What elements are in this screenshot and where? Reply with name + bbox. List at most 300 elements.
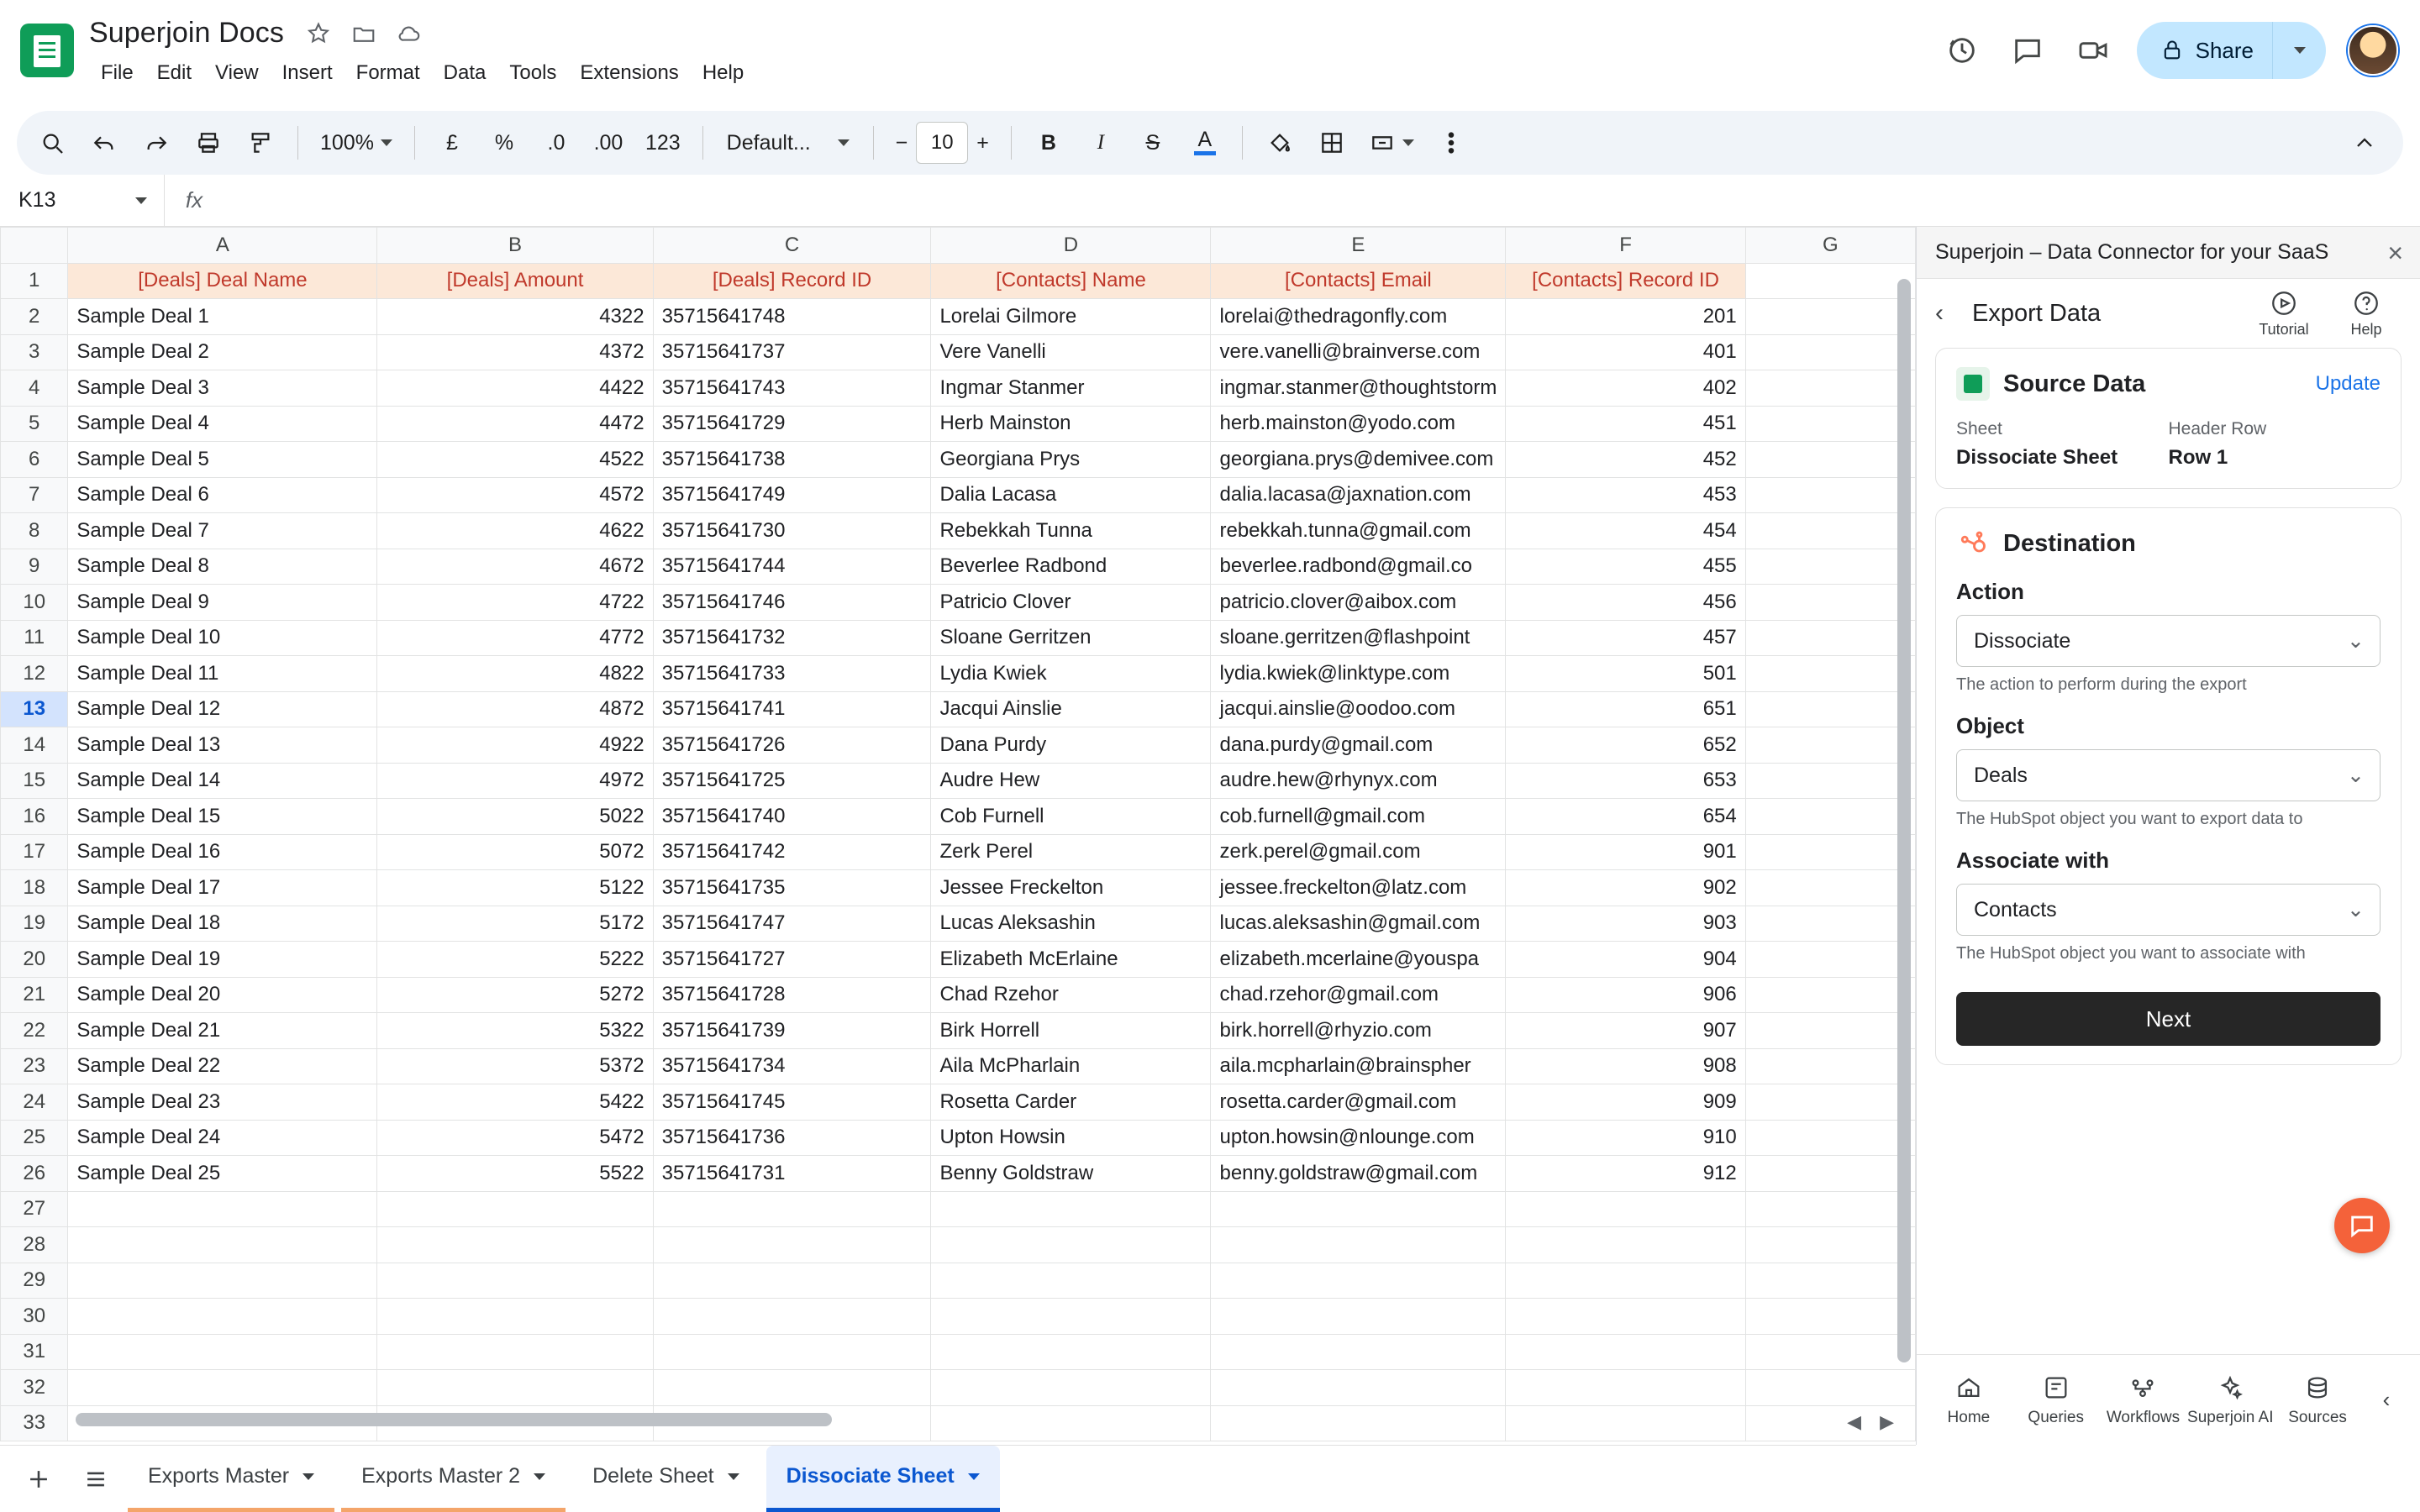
cell[interactable]: jessee.freckelton@latz.com — [1211, 870, 1506, 906]
cell[interactable]: vere.vanelli@brainverse.com — [1211, 334, 1506, 370]
cell[interactable]: 457 — [1506, 620, 1745, 656]
cell[interactable]: 906 — [1506, 977, 1745, 1013]
decrease-font-size-button[interactable]: − — [895, 130, 908, 155]
cell[interactable]: patricio.clover@aibox.com — [1211, 585, 1506, 621]
row-header[interactable]: 20 — [1, 942, 68, 978]
table-row[interactable] — [1, 620, 1916, 656]
cell[interactable] — [653, 1299, 931, 1335]
cell[interactable]: Sample Deal 19 — [68, 942, 377, 978]
vertical-scrollbar[interactable] — [1897, 279, 1911, 1396]
footer-item-workflows[interactable] — [2100, 1373, 2187, 1427]
cell[interactable]: Rosetta Carder — [931, 1084, 1211, 1121]
cell[interactable] — [1506, 1227, 1745, 1263]
cell[interactable] — [377, 1191, 653, 1227]
cell[interactable]: rosetta.carder@gmail.com — [1211, 1084, 1506, 1121]
row-header[interactable]: 28 — [1, 1227, 68, 1263]
cell[interactable]: Beverlee Radbond — [931, 549, 1211, 585]
cell[interactable]: 5372 — [377, 1048, 653, 1084]
cell[interactable]: Sample Deal 14 — [68, 763, 377, 799]
cell[interactable] — [1506, 1370, 1745, 1406]
cell[interactable]: 35715641747 — [653, 906, 931, 942]
cell[interactable]: Sample Deal 1 — [68, 299, 377, 335]
print-icon[interactable] — [185, 119, 232, 166]
more-formats-button[interactable]: 123 — [644, 130, 681, 155]
tutorial-button[interactable] — [2249, 289, 2319, 339]
row-header[interactable]: 8 — [1, 513, 68, 549]
spreadsheet-grid[interactable] — [0, 227, 1916, 1445]
menu-extensions[interactable]: Extensions — [580, 61, 679, 84]
cell[interactable] — [1745, 370, 1915, 407]
share-button[interactable] — [2137, 22, 2272, 79]
meet-icon[interactable] — [2071, 29, 2115, 72]
cell[interactable] — [653, 1334, 931, 1370]
cell[interactable]: 454 — [1506, 513, 1745, 549]
cell[interactable]: jacqui.ainslie@oodoo.com — [1211, 691, 1506, 727]
redo-icon[interactable] — [133, 119, 180, 166]
cell[interactable]: 5522 — [377, 1156, 653, 1192]
cell[interactable]: Sample Deal 20 — [68, 977, 377, 1013]
cell[interactable]: 35715641732 — [653, 620, 931, 656]
cell[interactable]: 35715641738 — [653, 442, 931, 478]
cell[interactable] — [653, 1263, 931, 1299]
cell[interactable]: 5072 — [377, 834, 653, 870]
cell[interactable] — [1211, 1299, 1506, 1335]
cell[interactable]: 4922 — [377, 727, 653, 764]
cell[interactable]: lucas.aleksashin@gmail.com — [1211, 906, 1506, 942]
chevron-down-icon[interactable] — [534, 1473, 545, 1480]
fill-color-icon[interactable] — [1256, 119, 1303, 166]
cell[interactable] — [377, 1370, 653, 1406]
cell[interactable]: 35715641749 — [653, 477, 931, 513]
cell[interactable]: chad.rzehor@gmail.com — [1211, 977, 1506, 1013]
cell[interactable] — [1211, 1370, 1506, 1406]
table-row[interactable] — [1, 299, 1916, 335]
cell[interactable] — [1745, 656, 1915, 692]
cell[interactable] — [68, 1299, 377, 1335]
cell[interactable]: Chad Rzehor — [931, 977, 1211, 1013]
cell[interactable]: 4372 — [377, 334, 653, 370]
cell[interactable]: 35715641726 — [653, 727, 931, 764]
table-row[interactable] — [1, 799, 1916, 835]
cell[interactable]: audre.hew@rhynyx.com — [1211, 763, 1506, 799]
cell[interactable] — [1506, 1334, 1745, 1370]
table-row[interactable] — [1, 870, 1916, 906]
cell[interactable] — [931, 1334, 1211, 1370]
cell[interactable]: 908 — [1506, 1048, 1745, 1084]
cell[interactable]: 4322 — [377, 299, 653, 335]
cell[interactable] — [68, 1227, 377, 1263]
cell[interactable]: 4722 — [377, 585, 653, 621]
column-header-b[interactable]: B — [377, 228, 653, 264]
cell[interactable] — [68, 1334, 377, 1370]
avatar[interactable] — [2348, 25, 2398, 76]
cell[interactable]: lydia.kwiek@linktype.com — [1211, 656, 1506, 692]
associate-with-select[interactable] — [1956, 884, 2381, 936]
cell[interactable] — [1745, 1334, 1915, 1370]
cell[interactable]: Elizabeth McErlaine — [931, 942, 1211, 978]
font-size-stepper[interactable] — [887, 119, 997, 166]
cell[interactable]: zerk.perel@gmail.com — [1211, 834, 1506, 870]
cell[interactable] — [653, 1370, 931, 1406]
row-header[interactable]: 27 — [1, 1191, 68, 1227]
row-header[interactable]: 10 — [1, 585, 68, 621]
table-row[interactable] — [1, 334, 1916, 370]
table-row[interactable] — [1, 1263, 1916, 1299]
cell[interactable] — [1745, 691, 1915, 727]
row-header[interactable]: 13 — [1, 691, 68, 727]
table-row[interactable] — [1, 1120, 1916, 1156]
cell[interactable]: 35715641741 — [653, 691, 931, 727]
scroll-right-icon[interactable]: ▶ — [1880, 1411, 1894, 1432]
chevron-down-icon[interactable] — [728, 1473, 739, 1480]
cell[interactable]: Sample Deal 24 — [68, 1120, 377, 1156]
cell[interactable]: Sample Deal 4 — [68, 406, 377, 442]
cell[interactable] — [1745, 1370, 1915, 1406]
cell[interactable]: 35715641740 — [653, 799, 931, 835]
scrollbar-thumb[interactable] — [76, 1413, 832, 1426]
decrease-decimal-button[interactable]: .0 — [547, 130, 566, 155]
cell[interactable] — [68, 1370, 377, 1406]
cell[interactable]: aila.mcpharlain@brainspher — [1211, 1048, 1506, 1084]
cell[interactable] — [1745, 906, 1915, 942]
row-header[interactable]: 22 — [1, 1013, 68, 1049]
cell[interactable]: 907 — [1506, 1013, 1745, 1049]
cell[interactable]: Cob Furnell — [931, 799, 1211, 835]
cell[interactable]: Lydia Kwiek — [931, 656, 1211, 692]
row-header[interactable]: 1 — [1, 263, 68, 299]
cell[interactable]: Rebekkah Tunna — [931, 513, 1211, 549]
cell[interactable]: elizabeth.mcerlaine@youspa — [1211, 942, 1506, 978]
cell[interactable]: 5422 — [377, 1084, 653, 1121]
row-header[interactable]: 19 — [1, 906, 68, 942]
cell[interactable]: 455 — [1506, 549, 1745, 585]
bold-button[interactable]: B — [1040, 130, 1056, 155]
more-options-icon[interactable] — [1428, 119, 1475, 166]
zoom-control[interactable] — [312, 119, 401, 166]
cell[interactable] — [1745, 299, 1915, 335]
table-row[interactable] — [1, 906, 1916, 942]
cell[interactable]: Georgiana Prys — [931, 442, 1211, 478]
table-row[interactable] — [1, 585, 1916, 621]
cell[interactable] — [653, 1191, 931, 1227]
cell[interactable]: 5172 — [377, 906, 653, 942]
cell[interactable]: herb.mainston@yodo.com — [1211, 406, 1506, 442]
cell[interactable] — [1745, 1156, 1915, 1192]
cell[interactable]: Zerk Perel — [931, 834, 1211, 870]
cell[interactable] — [1211, 1263, 1506, 1299]
cell[interactable] — [1745, 1084, 1915, 1121]
cell[interactable] — [68, 1191, 377, 1227]
menu-data[interactable]: Data — [443, 61, 487, 84]
comment-icon[interactable] — [2006, 29, 2049, 72]
cell[interactable]: Jacqui Ainslie — [931, 691, 1211, 727]
cell[interactable] — [931, 1299, 1211, 1335]
cell[interactable]: 401 — [1506, 334, 1745, 370]
cell[interactable]: 35715641746 — [653, 585, 931, 621]
footer-item-queries[interactable] — [2012, 1373, 2100, 1427]
table-row[interactable] — [1, 1013, 1916, 1049]
cell[interactable]: 910 — [1506, 1120, 1745, 1156]
cell[interactable] — [1745, 727, 1915, 764]
currency-format-button[interactable]: £ — [446, 130, 458, 155]
cell[interactable]: Sample Deal 7 — [68, 513, 377, 549]
row-header[interactable]: 2 — [1, 299, 68, 335]
cell[interactable]: 35715641745 — [653, 1084, 931, 1121]
table-row[interactable] — [1, 727, 1916, 764]
increase-decimal-button[interactable]: .00 — [593, 130, 623, 155]
table-row[interactable] — [1, 1048, 1916, 1084]
increase-font-size-button[interactable]: + — [976, 130, 989, 155]
cell[interactable] — [931, 1227, 1211, 1263]
font-size-input[interactable]: 10 — [916, 122, 968, 164]
percent-format-button[interactable]: % — [494, 130, 514, 155]
cell[interactable]: 35715641744 — [653, 549, 931, 585]
scrollbar-thumb[interactable] — [1897, 279, 1911, 1362]
row-header[interactable]: 6 — [1, 442, 68, 478]
cell[interactable]: Sample Deal 3 — [68, 370, 377, 407]
cell[interactable]: Lucas Aleksashin — [931, 906, 1211, 942]
cell[interactable]: 35715641731 — [653, 1156, 931, 1192]
cell[interactable] — [1745, 942, 1915, 978]
column-header-a[interactable]: A — [68, 228, 377, 264]
row-header[interactable]: 23 — [1, 1048, 68, 1084]
undo-icon[interactable] — [81, 119, 128, 166]
cell[interactable]: Vere Vanelli — [931, 334, 1211, 370]
row-header[interactable]: 14 — [1, 727, 68, 764]
cell[interactable]: Sample Deal 9 — [68, 585, 377, 621]
scroll-arrows[interactable] — [1847, 1411, 1894, 1433]
cell[interactable]: Sample Deal 5 — [68, 442, 377, 478]
cell[interactable]: Sample Deal 12 — [68, 691, 377, 727]
cell[interactable]: dalia.lacasa@jaxnation.com — [1211, 477, 1506, 513]
cell[interactable] — [1745, 1120, 1915, 1156]
cell[interactable] — [1745, 585, 1915, 621]
table-row[interactable] — [1, 691, 1916, 727]
column-header-g[interactable]: G — [1745, 228, 1915, 264]
cell[interactable]: 4572 — [377, 477, 653, 513]
cell[interactable]: 909 — [1506, 1084, 1745, 1121]
column-header-f[interactable]: F — [1506, 228, 1745, 264]
menu-format[interactable]: Format — [355, 61, 420, 84]
table-row[interactable] — [1, 370, 1916, 407]
cell[interactable] — [1506, 1299, 1745, 1335]
cell[interactable]: 35715641728 — [653, 977, 931, 1013]
name-box[interactable] — [0, 175, 165, 227]
cell[interactable]: Sample Deal 11 — [68, 656, 377, 692]
cell[interactable]: 35715641725 — [653, 763, 931, 799]
cell[interactable]: Sample Deal 16 — [68, 834, 377, 870]
menu-tools[interactable]: Tools — [509, 61, 557, 84]
row-header[interactable]: 5 — [1, 406, 68, 442]
cell[interactable] — [377, 1334, 653, 1370]
cell[interactable]: Sloane Gerritzen — [931, 620, 1211, 656]
table-row[interactable] — [1, 549, 1916, 585]
table-row[interactable] — [1, 834, 1916, 870]
cell[interactable]: Upton Howsin — [931, 1120, 1211, 1156]
cell[interactable]: 402 — [1506, 370, 1745, 407]
cell[interactable]: Sample Deal 21 — [68, 1013, 377, 1049]
cell[interactable]: Sample Deal 2 — [68, 334, 377, 370]
cell[interactable] — [377, 1263, 653, 1299]
row-header[interactable]: 9 — [1, 549, 68, 585]
row-header[interactable]: 4 — [1, 370, 68, 407]
chevron-left-icon[interactable]: ‹ — [2382, 1387, 2391, 1412]
cell[interactable]: 35715641736 — [653, 1120, 931, 1156]
cell[interactable] — [1745, 263, 1915, 299]
cell[interactable]: Sample Deal 22 — [68, 1048, 377, 1084]
cell[interactable]: Patricio Clover — [931, 585, 1211, 621]
cell[interactable] — [1211, 1334, 1506, 1370]
cell[interactable]: 653 — [1506, 763, 1745, 799]
row-header[interactable]: 33 — [1, 1405, 68, 1441]
cell[interactable]: 4822 — [377, 656, 653, 692]
cell[interactable]: 5222 — [377, 942, 653, 978]
cell[interactable]: 903 — [1506, 906, 1745, 942]
table-row[interactable] — [1, 1334, 1916, 1370]
cell[interactable]: 4472 — [377, 406, 653, 442]
paint-format-icon[interactable] — [237, 119, 284, 166]
cell[interactable]: 5022 — [377, 799, 653, 835]
italic-button[interactable]: I — [1097, 131, 1105, 154]
action-select[interactable] — [1956, 615, 2381, 667]
cell[interactable]: Sample Deal 6 — [68, 477, 377, 513]
table-row[interactable] — [1, 1156, 1916, 1192]
cell[interactable]: 201 — [1506, 299, 1745, 335]
cell[interactable]: 5322 — [377, 1013, 653, 1049]
cell[interactable]: Dana Purdy — [931, 727, 1211, 764]
cell[interactable]: rebekkah.tunna@gmail.com — [1211, 513, 1506, 549]
cell[interactable]: 5272 — [377, 977, 653, 1013]
menu-edit[interactable]: Edit — [156, 61, 192, 84]
cell[interactable]: Sample Deal 13 — [68, 727, 377, 764]
table-row[interactable] — [1, 477, 1916, 513]
all-sheets-icon[interactable] — [71, 1454, 121, 1504]
table-row[interactable] — [1, 942, 1916, 978]
update-source-link[interactable]: Update — [2315, 372, 2381, 395]
merge-cells-icon[interactable] — [1360, 119, 1423, 166]
row-header[interactable]: 15 — [1, 763, 68, 799]
row-header[interactable]: 31 — [1, 1334, 68, 1370]
cell[interactable] — [1506, 1191, 1745, 1227]
menu-file[interactable]: File — [101, 61, 134, 84]
row-header[interactable]: 16 — [1, 799, 68, 835]
table-row[interactable] — [1, 406, 1916, 442]
table-row[interactable] — [1, 1191, 1916, 1227]
row-header[interactable]: 26 — [1, 1156, 68, 1192]
row-header[interactable]: 3 — [1, 334, 68, 370]
move-to-folder-icon[interactable] — [350, 19, 378, 48]
cell[interactable] — [1745, 799, 1915, 835]
row-header[interactable]: 11 — [1, 620, 68, 656]
close-icon[interactable]: × — [2387, 237, 2403, 268]
row-header[interactable]: 24 — [1, 1084, 68, 1121]
cell[interactable]: 35715641733 — [653, 656, 931, 692]
cell[interactable]: 651 — [1506, 691, 1745, 727]
cell[interactable]: dana.purdy@gmail.com — [1211, 727, 1506, 764]
cell[interactable]: 4522 — [377, 442, 653, 478]
add-sheet-button[interactable] — [13, 1454, 64, 1504]
cell[interactable] — [1745, 763, 1915, 799]
cell[interactable]: 35715641734 — [653, 1048, 931, 1084]
chevron-down-icon[interactable] — [968, 1473, 980, 1480]
cell[interactable]: 501 — [1506, 656, 1745, 692]
sheet-tab-exports-master-2[interactable] — [341, 1446, 566, 1512]
cell[interactable]: Dalia Lacasa — [931, 477, 1211, 513]
cell[interactable]: Sample Deal 23 — [68, 1084, 377, 1121]
cell[interactable] — [1745, 620, 1915, 656]
table-row[interactable] — [1, 656, 1916, 692]
cell[interactable]: Audre Hew — [931, 763, 1211, 799]
column-header-d[interactable]: D — [931, 228, 1211, 264]
cell[interactable]: 4622 — [377, 513, 653, 549]
cell[interactable]: 904 — [1506, 942, 1745, 978]
cell[interactable]: 5122 — [377, 870, 653, 906]
cell[interactable]: [Deals] Record ID — [653, 263, 931, 299]
cell[interactable]: Ingmar Stanmer — [931, 370, 1211, 407]
cell[interactable]: [Contacts] Record ID — [1506, 263, 1745, 299]
cell[interactable] — [1745, 1227, 1915, 1263]
table-row[interactable] — [1, 977, 1916, 1013]
page-title[interactable]: Superjoin Docs — [89, 17, 284, 49]
cell[interactable]: Benny Goldstraw — [931, 1156, 1211, 1192]
cell[interactable]: beverlee.radbond@gmail.co — [1211, 549, 1506, 585]
cell[interactable]: 451 — [1506, 406, 1745, 442]
cell[interactable]: 456 — [1506, 585, 1745, 621]
text-color-button[interactable] — [1181, 119, 1228, 166]
footer-item-sources[interactable] — [2274, 1373, 2361, 1427]
sheet-tab-exports-master[interactable] — [128, 1446, 334, 1512]
object-select[interactable] — [1956, 749, 2381, 801]
cell[interactable] — [931, 1370, 1211, 1406]
row-header[interactable]: 30 — [1, 1299, 68, 1335]
row-header[interactable]: 17 — [1, 834, 68, 870]
menu-insert[interactable]: Insert — [281, 61, 333, 84]
next-button[interactable]: Next — [1956, 992, 2381, 1046]
star-icon[interactable] — [304, 19, 333, 48]
cell[interactable]: 452 — [1506, 442, 1745, 478]
cell[interactable]: 4422 — [377, 370, 653, 407]
cell[interactable] — [931, 1191, 1211, 1227]
chevron-down-icon[interactable] — [302, 1473, 314, 1480]
borders-icon[interactable] — [1308, 119, 1355, 166]
cell[interactable]: 35715641737 — [653, 334, 931, 370]
cell[interactable] — [1745, 1263, 1915, 1299]
row-header[interactable]: 7 — [1, 477, 68, 513]
column-header-e[interactable]: E — [1211, 228, 1506, 264]
cell[interactable] — [68, 1263, 377, 1299]
cell[interactable]: 35715641739 — [653, 1013, 931, 1049]
formula-input[interactable] — [224, 175, 2420, 227]
cell[interactable] — [1745, 334, 1915, 370]
row-header[interactable]: 21 — [1, 977, 68, 1013]
menu-help[interactable]: Help — [702, 61, 744, 84]
cell[interactable]: 35715641730 — [653, 513, 931, 549]
cell[interactable] — [931, 1263, 1211, 1299]
search-icon[interactable] — [29, 119, 76, 166]
cell[interactable]: 901 — [1506, 834, 1745, 870]
cell[interactable]: 652 — [1506, 727, 1745, 764]
table-row[interactable] — [1, 1084, 1916, 1121]
horizontal-scrollbar[interactable] — [76, 1413, 1815, 1426]
cell[interactable]: [Deals] Amount — [377, 263, 653, 299]
footer-item-home[interactable] — [1925, 1373, 2012, 1427]
cell[interactable]: 4872 — [377, 691, 653, 727]
cell[interactable]: Sample Deal 8 — [68, 549, 377, 585]
cell[interactable]: 912 — [1506, 1156, 1745, 1192]
cell[interactable]: sloane.gerritzen@flashpoint — [1211, 620, 1506, 656]
cell[interactable] — [1211, 1191, 1506, 1227]
cell[interactable] — [1745, 834, 1915, 870]
